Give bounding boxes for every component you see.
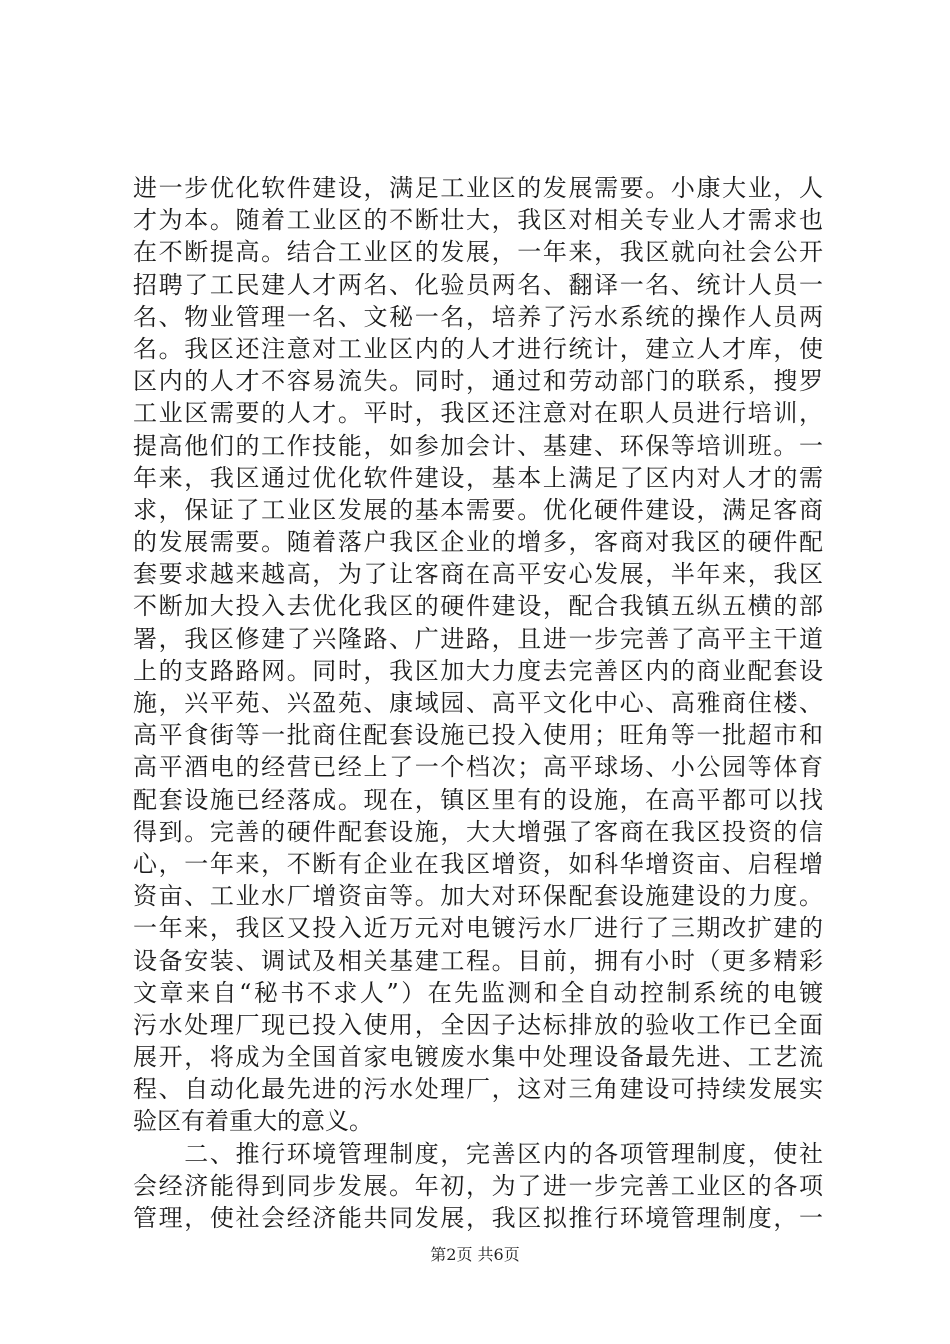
text-line: 上的支路路网。同时，我区加大力度去完善区内的商业配套设 xyxy=(133,656,823,685)
text-line: 高平酒电的经营已经上了一个档次；高平球场、小公园等体育 xyxy=(133,753,823,782)
text-line: 一年来，我区又投入近万元对电镀污水厂进行了三期改扩建的 xyxy=(133,914,823,943)
text-line: 展开，将成为全国首家电镀废水集中处理设备最先进、工艺流 xyxy=(133,1043,823,1072)
text-line: 设备安装、调试及相关基建工程。目前，拥有小时（更多精彩 xyxy=(133,946,823,975)
text-line: 资亩、工业水厂增资亩等。加大对环保配套设施建设的力度。 xyxy=(133,882,823,911)
text-line: 提高他们的工作技能，如参加会计、基建、环保等培训班。一 xyxy=(133,431,823,460)
text-line: 污水处理厂现已投入使用，全因子达标排放的验收工作已全面 xyxy=(133,1010,823,1039)
text-line: 施，兴平苑、兴盈苑、康域园、高平文化中心、高雅商住楼、 xyxy=(133,689,823,717)
body-text xyxy=(133,172,823,1234)
text-line: 配套设施已经落成。现在，镇区里有的设施，在高平都可以找 xyxy=(133,785,823,814)
text-line: 高平食街等一批商住配套设施已投入使用；旺角等一批超市和 xyxy=(133,721,823,750)
text-line: 才为本。随着工业区的不断壮大，我区对相关专业人才需求也 xyxy=(133,206,823,235)
text-line: 在不断提高。结合工业区的发展，一年来，我区就向社会公开 xyxy=(133,238,823,267)
text-line: 套要求越来越高，为了让客商在高平安心发展，半年来，我区 xyxy=(133,560,823,589)
page-footer: 第2页 共6页 xyxy=(430,1245,520,1264)
text-line: 不断加大投入去优化我区的硬件建设，配合我镇五纵五横的部 xyxy=(133,592,823,621)
text-line: 文章来自“秘书不求人”）在先监测和全自动控制系统的电镀 xyxy=(133,978,823,1007)
text-line: 工业区需要的人才。平时，我区还注意对在职人员进行培训， xyxy=(133,399,823,428)
text-line: 程、自动化最先进的污水处理厂，这对三角建设可持续发展实 xyxy=(133,1075,823,1104)
text-line: 年来，我区通过优化软件建设，基本上满足了区内对人才的需 xyxy=(133,463,823,492)
text-line: 名。我区还注意对工业区内的人才进行统计，建立人才库，使 xyxy=(133,334,823,363)
text-line: 会经济能得到同步发展。年初，为了进一步完善工业区的各项 xyxy=(133,1171,823,1200)
text-line: 区内的人才不容易流失。同时，通过和劳动部门的联系，搜罗 xyxy=(133,367,823,396)
text-line: 进一步优化软件建设，满足工业区的发展需要。小康大业，人 xyxy=(133,174,823,202)
text-line: 得到。完善的硬件配套设施，大大增强了客商在我区投资的信 xyxy=(133,817,823,846)
text-line: 验区有着重大的意义。 xyxy=(133,1107,373,1136)
text-line: 二、推行环境管理制度，完善区内的各项管理制度，使社 xyxy=(133,1139,823,1168)
text-line: 的发展需要。随着落户我区企业的增多，客商对我区的硬件配 xyxy=(133,528,823,557)
text-line: 管理，使社会经济能共同发展，我区拟推行环境管理制度，一 xyxy=(133,1204,823,1232)
text-line: 求，保证了工业区发展的基本需要。优化硬件建设，满足客商 xyxy=(133,495,823,524)
text-line: 心，一年来，不断有企业在我区增资，如科华增资亩、启程增 xyxy=(133,849,823,878)
text-line: 招聘了工民建人才两名、化验员两名、翻译一名、统计人员一 xyxy=(133,270,823,299)
text-line: 名、物业管理一名、文秘一名，培养了污水系统的操作人员两 xyxy=(133,302,823,331)
text-line: 署，我区修建了兴隆路、广进路，且进一步完善了高平主干道 xyxy=(133,624,823,653)
